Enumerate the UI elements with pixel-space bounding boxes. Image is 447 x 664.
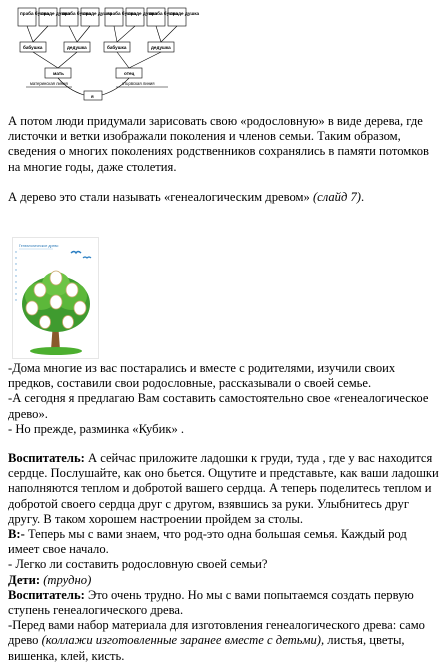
paragraph-9 <box>8 573 440 588</box>
grandmother-2-label: бабушка <box>107 45 127 50</box>
family-tree-diagram <box>8 2 200 106</box>
paragraph-9-text: (трудно) <box>43 572 92 587</box>
paragraph-2-text: А дерево это стали называть «генеалогическим древом» <box>8 189 310 204</box>
gg8-label: праде душка <box>170 11 200 16</box>
paragraph-4: -А сегодня я предлагаю Вам составить самостоятельно свое «генеалогическое древо». <box>8 391 429 421</box>
slide-reference: (слайд 7) <box>312 189 361 204</box>
paragraph-5: - Но прежде, разминка «Кубик» . <box>8 421 185 436</box>
grandfather-1-label: дедушка <box>67 45 87 50</box>
mother-label: мать <box>53 71 64 76</box>
slide-title: Генеалогическое древо <box>19 244 59 248</box>
paragraph-11-italic: (коллажи изготовленные заранее вместе с детьми), <box>41 633 325 648</box>
paragraph-10-text: Это очень трудно. Но мы с вами попытаемся создать первую ступень генеалогического древа. <box>8 587 414 618</box>
paragraph-11-text: -Перед вами набор материала для изготовления генеалогического древа: само древо <box>8 618 425 648</box>
paternal-line-label: отцовская линия <box>122 81 155 86</box>
grandmother-1-label: бабушка <box>23 45 43 50</box>
paragraph-8: - Легко ли составить родословную своей семьи? <box>8 557 268 572</box>
paragraph-main <box>8 361 440 664</box>
speaker-educator: Воспитатель: <box>8 451 85 466</box>
paragraph-2-end: . <box>361 189 365 204</box>
gg7-label: праба бушка <box>149 11 178 16</box>
self-label: я <box>91 94 94 99</box>
speaker-educator-2: Воспитатель: <box>8 587 85 602</box>
grandfather-2-label: дедушка <box>151 45 171 50</box>
paragraph-6 <box>8 451 440 527</box>
speaker-v: В:- <box>8 527 25 542</box>
paragraph-3: -Дома многие из вас постарались и вместе с родителями, изучили своих предков, составили свои родословные, рассказывали о своей семье. <box>8 361 396 391</box>
paragraph-1: А потом люди придумали зарисовать свою «родословную» в виде дерева, где листочки и ветки изображали поколения и членов семьи. Таким образом, сведения о многих поколениях родственников сохранялись в памяти потомков на многие годы, даже столетия. <box>8 114 429 174</box>
paragraph-2 <box>8 190 440 205</box>
paragraph-11 <box>8 618 440 664</box>
paragraph-7 <box>8 527 440 557</box>
paragraph-6-text: А сейчас приложите ладошки к груди, туда , где у вас находится сердце. Послушайте, как оно бьется. Ощутите и представьте, как ваши ладошки наполняются теплом и добротой вашего сердца. А теперь поделитесь теплом и добротой своего сердца друг с другом, взявшись за руки. Улыбнитесь друг другу. В таком хорошем настроении пройдем за столы. <box>8 451 439 526</box>
speaker-children: Дети: <box>8 572 41 587</box>
gg6-label: праде душка <box>128 11 158 16</box>
gg2-label: праде душка <box>41 11 71 16</box>
gg5-label: праба бушка <box>107 11 136 16</box>
gg4-label: праде душка <box>83 11 113 16</box>
paragraph-11-end: листья, цветы, вишенка, клей, кисть. <box>8 633 405 663</box>
gg3-label: праба бушка <box>62 11 91 16</box>
paragraph-10 <box>8 588 440 618</box>
paragraph-7-text: Теперь мы с вами знаем, что род-это одна большая семья. Каждый род имеет свое начало. <box>8 527 407 557</box>
paragraph-intro <box>8 114 440 205</box>
gg1-label: праба бушка <box>20 11 49 16</box>
genealogy-tree-slide-image <box>12 237 99 359</box>
maternal-line-label: материнская линия <box>30 81 68 86</box>
father-label: отец <box>124 71 135 76</box>
